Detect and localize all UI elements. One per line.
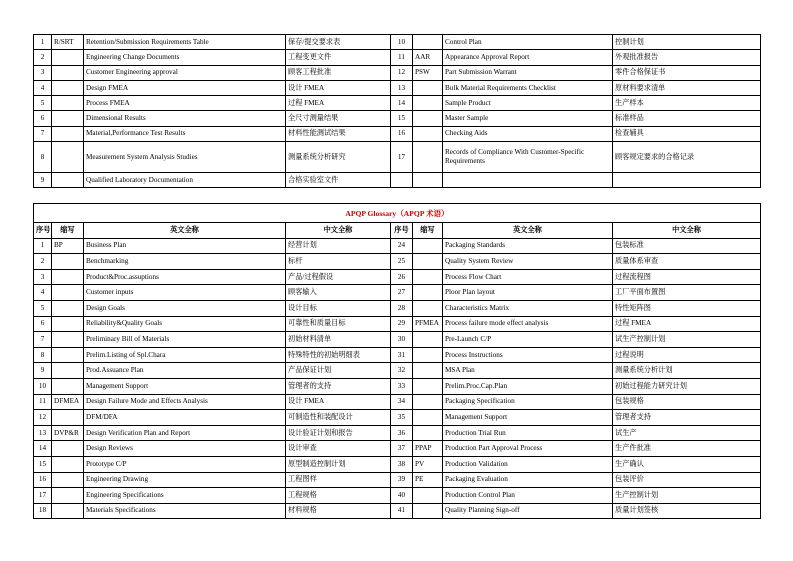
- table-row: [34, 316, 761, 332]
- row-chinese-name: 工程图样: [286, 472, 391, 488]
- row-number: 10: [34, 378, 52, 394]
- row-english-name: Management Support: [84, 378, 286, 394]
- row-number: 30: [391, 332, 413, 348]
- row-chinese-name: 零件合格保证书: [613, 65, 761, 80]
- row-abbreviation: [52, 269, 84, 285]
- row-number: 5: [34, 96, 52, 111]
- row-abbreviation: [413, 142, 443, 173]
- header-no: 序号: [391, 223, 413, 239]
- row-chinese-name: 控制计划: [613, 35, 761, 50]
- row-abbreviation: [413, 173, 443, 188]
- row-english-name: Packaging Standards: [443, 238, 613, 254]
- row-abbreviation: DFMEA: [52, 394, 84, 410]
- table-row: [34, 363, 761, 379]
- row-chinese-name: 生产件批准: [613, 441, 761, 457]
- row-number: 40: [391, 488, 413, 504]
- row-english-name: Production Control Plan: [443, 488, 613, 504]
- row-english-name: Preliminary Bill of Materials: [84, 332, 286, 348]
- row-abbreviation: [52, 363, 84, 379]
- table-row: [34, 425, 761, 441]
- row-abbreviation: [413, 269, 443, 285]
- row-english-name: Management Support: [443, 410, 613, 426]
- row-abbreviation: [52, 378, 84, 394]
- row-number: 13: [34, 425, 52, 441]
- row-chinese-name: 管理者支持: [613, 410, 761, 426]
- row-abbreviation: [52, 410, 84, 426]
- row-chinese-name: 检查辅具: [613, 126, 761, 141]
- row-number: 9: [34, 173, 52, 188]
- row-chinese-name: 生产确认: [613, 456, 761, 472]
- row-number: 1: [34, 238, 52, 254]
- row-abbreviation: [413, 503, 443, 519]
- row-chinese-name: 保存/提交要求表: [286, 35, 391, 50]
- row-abbreviation: BP: [52, 238, 84, 254]
- row-number: 31: [391, 347, 413, 363]
- row-english-name: Engineering Change Documents: [84, 50, 286, 65]
- row-english-name: Retention/Submission Requirements Table: [84, 35, 286, 50]
- row-number: 34: [391, 394, 413, 410]
- row-english-name: Sample Product: [443, 96, 613, 111]
- row-number: 15: [391, 111, 413, 126]
- row-number: 33: [391, 378, 413, 394]
- row-number: 26: [391, 269, 413, 285]
- row-english-name: Qualified Laboratory Documentation: [84, 173, 286, 188]
- row-chinese-name: 工程变更文件: [286, 50, 391, 65]
- header-cn: 中文全称: [613, 223, 761, 239]
- row-number: 6: [34, 316, 52, 332]
- row-chinese-name: [613, 173, 761, 188]
- row-chinese-name: 初始材料清单: [286, 332, 391, 348]
- row-chinese-name: 过程 FMEA: [613, 316, 761, 332]
- row-chinese-name: 过程 FMEA: [286, 96, 391, 111]
- row-number: 11: [34, 394, 52, 410]
- table-row: [34, 503, 761, 519]
- row-chinese-name: 包装标准: [613, 238, 761, 254]
- row-chinese-name: 材料性能测试结果: [286, 126, 391, 141]
- row-number: 25: [391, 254, 413, 270]
- row-english-name: Quality System Review: [443, 254, 613, 270]
- row-abbreviation: [52, 441, 84, 457]
- row-abbreviation: [52, 300, 84, 316]
- row-english-name: Process Instructions: [443, 347, 613, 363]
- row-chinese-name: 合格实验室文件: [286, 173, 391, 188]
- row-number: 29: [391, 316, 413, 332]
- row-number: 12: [34, 410, 52, 426]
- row-chinese-name: 试生产: [613, 425, 761, 441]
- row-english-name: Product&Proc.assuptions: [84, 269, 286, 285]
- table-row: [34, 347, 761, 363]
- row-number: 24: [391, 238, 413, 254]
- row-chinese-name: 生产控制计划: [613, 488, 761, 504]
- row-abbreviation: [52, 347, 84, 363]
- row-number: 4: [34, 285, 52, 301]
- row-english-name: Prod.Assuance Plan: [84, 363, 286, 379]
- row-abbreviation: [52, 173, 84, 188]
- row-english-name: Materials Specifications: [84, 503, 286, 519]
- row-english-name: Checking Aids: [443, 126, 613, 141]
- row-english-name: DFM/DFA: [84, 410, 286, 426]
- table-row: [34, 80, 761, 95]
- row-chinese-name: 经营计划: [286, 238, 391, 254]
- row-abbreviation: [52, 488, 84, 504]
- row-english-name: Measurement System Analysis Studies: [84, 142, 286, 173]
- table-row: [34, 332, 761, 348]
- row-number: 7: [34, 332, 52, 348]
- row-abbreviation: [52, 126, 84, 141]
- row-abbreviation: [413, 111, 443, 126]
- row-abbreviation: DVP&R: [52, 425, 84, 441]
- apqp-glossary-table: [33, 203, 761, 519]
- row-number: 18: [34, 503, 52, 519]
- row-english-name: Production Trial Run: [443, 425, 613, 441]
- row-english-name: Business Plan: [84, 238, 286, 254]
- row-abbreviation: [52, 111, 84, 126]
- row-number: 3: [34, 269, 52, 285]
- row-chinese-name: 测量系统分析研究: [286, 142, 391, 173]
- row-number: 28: [391, 300, 413, 316]
- row-english-name: Pre-Launch C/P: [443, 332, 613, 348]
- header-en: 英文全称: [84, 223, 286, 239]
- row-chinese-name: 产品/过程假设: [286, 269, 391, 285]
- row-chinese-name: 全尺寸测量结果: [286, 111, 391, 126]
- row-chinese-name: 设计 FMEA: [286, 394, 391, 410]
- ppap-submission-table: [33, 34, 761, 188]
- row-number: 8: [34, 142, 52, 173]
- row-chinese-name: 标杆: [286, 254, 391, 270]
- row-chinese-name: 材料规格: [286, 503, 391, 519]
- row-english-name: Packaging Evaluation: [443, 472, 613, 488]
- row-english-name: Packaging Specification: [443, 394, 613, 410]
- row-abbreviation: [413, 378, 443, 394]
- row-abbreviation: [413, 35, 443, 50]
- row-number: 6: [34, 111, 52, 126]
- table-row: [34, 111, 761, 126]
- row-chinese-name: 工程规格: [286, 488, 391, 504]
- row-abbreviation: [52, 472, 84, 488]
- table-row: [34, 378, 761, 394]
- row-english-name: Customer Engineering approval: [84, 65, 286, 80]
- row-number: 41: [391, 503, 413, 519]
- row-abbreviation: [52, 50, 84, 65]
- row-number: 17: [34, 488, 52, 504]
- row-english-name: MSA Plan: [443, 363, 613, 379]
- row-abbreviation: PV: [413, 456, 443, 472]
- row-english-name: Prototype C/P: [84, 456, 286, 472]
- row-number: 14: [391, 96, 413, 111]
- row-abbreviation: PFMEA: [413, 316, 443, 332]
- row-chinese-name: 产品保证计划: [286, 363, 391, 379]
- table-row: [34, 65, 761, 80]
- row-english-name: Design Verification Plan and Report: [84, 425, 286, 441]
- row-number: 5: [34, 300, 52, 316]
- row-abbreviation: R/SRT: [52, 35, 84, 50]
- row-english-name: Control Plan: [443, 35, 613, 50]
- row-abbreviation: [52, 96, 84, 111]
- table-row: [34, 126, 761, 141]
- row-chinese-name: 标准样品: [613, 111, 761, 126]
- row-chinese-name: 生产样本: [613, 96, 761, 111]
- table-row: [34, 488, 761, 504]
- row-chinese-name: 试生产控制计划: [613, 332, 761, 348]
- row-chinese-name: 特殊特性的初始明细表: [286, 347, 391, 363]
- row-english-name: Prelim.Proc.Cap.Plan: [443, 378, 613, 394]
- row-chinese-name: 包装规格: [613, 394, 761, 410]
- row-english-name: Reliability&Quality Goals: [84, 316, 286, 332]
- row-chinese-name: 顾客工程批准: [286, 65, 391, 80]
- row-abbreviation: [413, 254, 443, 270]
- row-english-name: Characteristics Matrix: [443, 300, 613, 316]
- row-number: 15: [34, 456, 52, 472]
- row-chinese-name: 顾客规定要求的合格记录: [613, 142, 761, 173]
- table-row: [34, 285, 761, 301]
- row-chinese-name: 质量计划签核: [613, 503, 761, 519]
- row-chinese-name: 质量体系审查: [613, 254, 761, 270]
- row-number: 39: [391, 472, 413, 488]
- row-abbreviation: [413, 394, 443, 410]
- row-chinese-name: 原型制造控制计划: [286, 456, 391, 472]
- row-number: 4: [34, 80, 52, 95]
- table-row: [34, 269, 761, 285]
- row-english-name: Appearance Approval Report: [443, 50, 613, 65]
- row-number: 10: [391, 35, 413, 50]
- row-english-name: Process failure mode effect analysis: [443, 316, 613, 332]
- row-chinese-name: 初始过程能力研究计划: [613, 378, 761, 394]
- row-abbreviation: [413, 238, 443, 254]
- row-english-name: Ploor Plan layout: [443, 285, 613, 301]
- row-abbreviation: [413, 410, 443, 426]
- row-abbreviation: [413, 332, 443, 348]
- row-english-name: Design Reviews: [84, 441, 286, 457]
- row-chinese-name: 过程流程图: [613, 269, 761, 285]
- row-abbreviation: [413, 300, 443, 316]
- row-english-name: Dimensional Results: [84, 111, 286, 126]
- row-english-name: Quality Planning Sign-off: [443, 503, 613, 519]
- row-chinese-name: 设计审查: [286, 441, 391, 457]
- row-abbreviation: [52, 316, 84, 332]
- table-row: [34, 238, 761, 254]
- row-number: 9: [34, 363, 52, 379]
- row-number: 16: [34, 472, 52, 488]
- row-abbreviation: PPAP: [413, 441, 443, 457]
- row-english-name: Production Part Approval Process: [443, 441, 613, 457]
- row-chinese-name: 测量系统分析计划: [613, 363, 761, 379]
- row-chinese-name: 顾客输入: [286, 285, 391, 301]
- header-en: 英文全称: [443, 223, 613, 239]
- table-row: [34, 254, 761, 270]
- row-chinese-name: 外观批准报告: [613, 50, 761, 65]
- table-row: [34, 394, 761, 410]
- row-abbreviation: [413, 96, 443, 111]
- row-number: 12: [391, 65, 413, 80]
- row-english-name: [443, 173, 613, 188]
- row-number: 35: [391, 410, 413, 426]
- row-abbreviation: PE: [413, 472, 443, 488]
- header-cn: 中文全称: [286, 223, 391, 239]
- row-number: 11: [391, 50, 413, 65]
- row-english-name: Design Failure Mode and Effects Analysis: [84, 394, 286, 410]
- row-number: [391, 173, 413, 188]
- row-abbreviation: [52, 80, 84, 95]
- table-row: [34, 410, 761, 426]
- row-english-name: Benchmarking: [84, 254, 286, 270]
- row-abbreviation: [52, 456, 84, 472]
- header-abbr: 缩写: [52, 223, 84, 239]
- row-number: 16: [391, 126, 413, 141]
- row-abbreviation: [52, 332, 84, 348]
- header-abbr: 缩写: [413, 223, 443, 239]
- table-row: [34, 456, 761, 472]
- row-english-name: Engineering Specifications: [84, 488, 286, 504]
- row-number: 37: [391, 441, 413, 457]
- row-abbreviation: AAR: [413, 50, 443, 65]
- row-number: 38: [391, 456, 413, 472]
- row-chinese-name: 管理者的支持: [286, 378, 391, 394]
- row-english-name: Prelim.Listing of Spl.Chara: [84, 347, 286, 363]
- table-row: [34, 96, 761, 111]
- row-english-name: Process Flow Chart: [443, 269, 613, 285]
- row-english-name: Material,Performance Test Results: [84, 126, 286, 141]
- row-number: 36: [391, 425, 413, 441]
- row-english-name: Records of Compliance With Customer-Specific Requirements: [443, 142, 613, 173]
- glossary-title: APQP Glossary（APQP 术语）: [34, 204, 761, 223]
- header-no: 序号: [34, 223, 52, 239]
- row-abbreviation: [413, 347, 443, 363]
- table-row: [34, 35, 761, 50]
- row-abbreviation: [413, 285, 443, 301]
- table-row: [34, 50, 761, 65]
- glossary-header-row: [34, 223, 761, 239]
- row-number: 7: [34, 126, 52, 141]
- row-abbreviation: [52, 254, 84, 270]
- row-abbreviation: [52, 142, 84, 173]
- row-chinese-name: 可制造性和装配设计: [286, 410, 391, 426]
- row-number: 27: [391, 285, 413, 301]
- row-chinese-name: 设计验证计划和报告: [286, 425, 391, 441]
- row-english-name: Engineering Drawing: [84, 472, 286, 488]
- row-chinese-name: 工厂平面布置图: [613, 285, 761, 301]
- row-english-name: Customer inputs: [84, 285, 286, 301]
- row-number: 32: [391, 363, 413, 379]
- row-english-name: Design FMEA: [84, 80, 286, 95]
- row-abbreviation: [413, 126, 443, 141]
- row-number: 8: [34, 347, 52, 363]
- row-chinese-name: 可靠性和质量目标: [286, 316, 391, 332]
- row-abbreviation: [52, 503, 84, 519]
- row-number: 14: [34, 441, 52, 457]
- row-number: 3: [34, 65, 52, 80]
- row-english-name: Part Submission Warrant: [443, 65, 613, 80]
- row-number: 2: [34, 50, 52, 65]
- table-row: [34, 472, 761, 488]
- row-number: 1: [34, 35, 52, 50]
- row-abbreviation: [413, 488, 443, 504]
- row-chinese-name: 设计 FMEA: [286, 80, 391, 95]
- row-chinese-name: 设计目标: [286, 300, 391, 316]
- row-abbreviation: [413, 80, 443, 95]
- row-number: 13: [391, 80, 413, 95]
- table-row: [34, 173, 761, 188]
- row-number: 2: [34, 254, 52, 270]
- row-english-name: Process FMEA: [84, 96, 286, 111]
- row-chinese-name: 包装评价: [613, 472, 761, 488]
- row-english-name: Design Goals: [84, 300, 286, 316]
- row-abbreviation: [52, 285, 84, 301]
- row-english-name: Bulk Material Requirements Checklist: [443, 80, 613, 95]
- row-chinese-name: 过程说明: [613, 347, 761, 363]
- row-abbreviation: [413, 425, 443, 441]
- row-number: 17: [391, 142, 413, 173]
- row-chinese-name: 原材料要求清单: [613, 80, 761, 95]
- table-row: [34, 300, 761, 316]
- table-row: [34, 441, 761, 457]
- row-abbreviation: [52, 65, 84, 80]
- row-abbreviation: PSW: [413, 65, 443, 80]
- row-english-name: Master Sample: [443, 111, 613, 126]
- table-row: [34, 142, 761, 173]
- row-english-name: Production Validation: [443, 456, 613, 472]
- row-abbreviation: [413, 363, 443, 379]
- row-chinese-name: 特性矩阵图: [613, 300, 761, 316]
